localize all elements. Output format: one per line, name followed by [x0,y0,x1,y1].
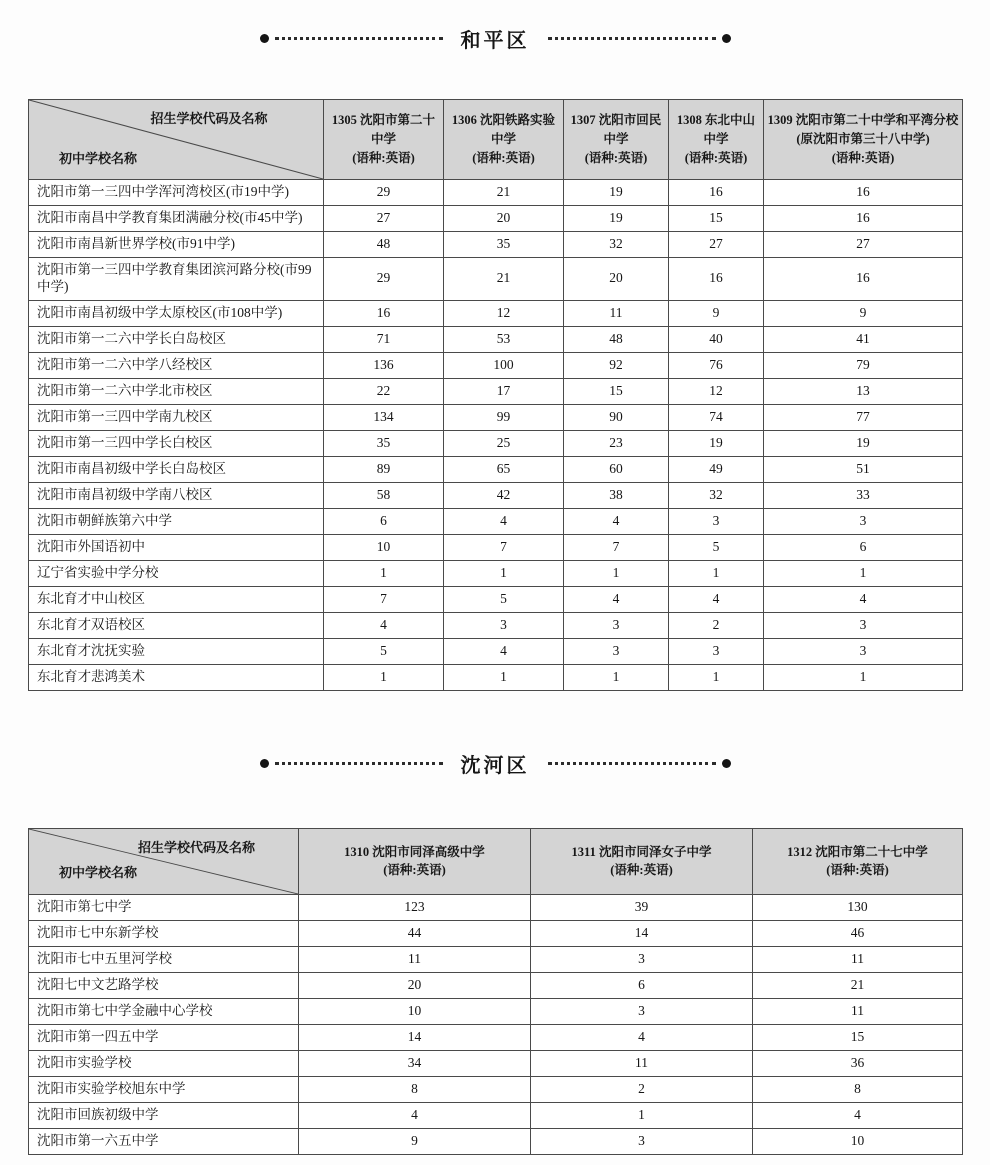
school-name-cell: 沈阳市七中五里河学校 [29,946,299,972]
count-cell: 1 [764,560,963,586]
count-cell: 100 [444,352,564,378]
count-cell: 6 [531,972,753,998]
table-row [29,378,963,404]
school-name-cell: 沈阳市实验学校旭东中学 [29,1076,299,1102]
table-row [29,534,963,560]
school-name-cell: 沈阳市南昌初级中学太原校区(市108中学) [29,300,324,326]
corner-label-top: 招生学校代码及名称 [150,111,268,126]
count-cell: 48 [324,232,444,258]
count-cell: 1 [444,664,564,690]
column-header-line: (语种:英语) [684,150,748,165]
count-cell: 4 [444,638,564,664]
school-name-cell: 沈阳市第七中学 [29,894,299,920]
bullet-dot-right [722,34,731,43]
count-cell: 29 [324,180,444,206]
dotted-line-right [548,37,716,40]
count-cell: 3 [564,612,669,638]
count-cell: 16 [764,206,963,232]
school-name-cell: 沈阳市第七中学金融中心学校 [29,998,299,1024]
column-header [669,100,764,180]
corner-header-cell [29,828,299,894]
table-row [29,1128,963,1154]
count-cell: 4 [753,1102,963,1128]
count-cell: 1 [324,664,444,690]
table-row [29,998,963,1024]
count-cell: 5 [324,638,444,664]
count-cell: 76 [669,352,764,378]
count-cell: 34 [299,1050,531,1076]
school-name-cell: 沈阳市第一四五中学 [29,1024,299,1050]
count-cell: 6 [324,508,444,534]
bullet-dot-right [722,759,731,768]
count-cell: 19 [764,430,963,456]
count-cell: 11 [753,946,963,972]
school-name-cell: 东北育才双语校区 [29,612,324,638]
column-header-line: (原沈阳市第三十八中学) [796,132,930,147]
count-cell: 53 [444,326,564,352]
school-name-cell: 沈阳市第一二六中学长白岛校区 [29,326,324,352]
count-cell: 29 [324,258,444,301]
count-cell: 16 [669,180,764,206]
count-cell: 19 [564,206,669,232]
count-cell: 16 [669,258,764,301]
column-header-line: 1312 沈阳市第二十七中学 [787,844,928,859]
table-row [29,664,963,690]
count-cell: 3 [669,508,764,534]
school-name-cell: 沈阳市第一三四中学南九校区 [29,404,324,430]
column-header-line: (语种:英语) [383,863,446,878]
count-cell: 9 [669,300,764,326]
count-cell: 4 [764,586,963,612]
count-cell: 8 [299,1076,531,1102]
admission-table [28,99,963,691]
column-header-line: (语种:英语) [831,150,895,165]
school-name-cell: 沈阳市第一二六中学北市校区 [29,378,324,404]
count-cell: 3 [531,998,753,1024]
table-row [29,180,963,206]
table-row [29,1076,963,1102]
count-cell: 25 [444,430,564,456]
count-cell: 21 [444,258,564,301]
school-name-cell: 沈阳市南昌初级中学长白岛校区 [29,456,324,482]
count-cell: 48 [564,326,669,352]
count-cell: 2 [669,612,764,638]
count-cell: 1 [444,560,564,586]
count-cell: 21 [444,180,564,206]
school-name-cell: 沈阳市实验学校 [29,1050,299,1076]
count-cell: 44 [299,920,531,946]
count-cell: 33 [764,482,963,508]
count-cell: 1 [564,664,669,690]
count-cell: 3 [444,612,564,638]
count-cell: 19 [564,180,669,206]
district-section [28,24,962,691]
column-header-line: (语种:英语) [826,863,889,878]
count-cell: 11 [531,1050,753,1076]
column-header-line: 1307 沈阳市回民中学 [570,113,662,147]
table-row [29,946,963,972]
count-cell: 99 [444,404,564,430]
count-cell: 3 [764,638,963,664]
count-cell: 15 [564,378,669,404]
count-cell: 51 [764,456,963,482]
count-cell: 5 [444,586,564,612]
count-cell: 77 [764,404,963,430]
school-name-cell: 东北育才悲鸿美术 [29,664,324,690]
count-cell: 16 [324,300,444,326]
table-row [29,232,963,258]
school-name-cell: 辽宁省实验中学分校 [29,560,324,586]
bullet-dot-left [260,34,269,43]
column-header [324,100,444,180]
column-header-line: (语种:英语) [584,150,648,165]
count-cell: 4 [444,508,564,534]
school-name-cell: 东北育才中山校区 [29,586,324,612]
dotted-line-left [275,37,443,40]
count-cell: 42 [444,482,564,508]
school-name-cell: 沈阳市南昌新世界学校(市91中学) [29,232,324,258]
count-cell: 1 [324,560,444,586]
header-row [29,828,963,894]
table-row [29,1024,963,1050]
school-name-cell: 沈阳市南昌初级中学南八校区 [29,482,324,508]
count-cell: 27 [669,232,764,258]
corner-label-bottom: 初中学校名称 [59,150,138,166]
count-cell: 134 [324,404,444,430]
count-cell: 40 [669,326,764,352]
school-name-cell: 沈阳市外国语初中 [29,534,324,560]
table-row [29,560,963,586]
count-cell: 12 [669,378,764,404]
count-cell: 10 [324,534,444,560]
count-cell: 3 [564,638,669,664]
count-cell: 1 [531,1102,753,1128]
corner-header-cell [29,100,324,180]
count-cell: 9 [764,300,963,326]
count-cell: 9 [299,1128,531,1154]
count-cell: 5 [669,534,764,560]
count-cell: 35 [444,232,564,258]
count-cell: 15 [753,1024,963,1050]
count-cell: 3 [531,946,753,972]
column-header-line: 1311 沈阳市同泽女子中学 [571,844,712,859]
count-cell: 16 [764,180,963,206]
count-cell: 7 [444,534,564,560]
school-name-cell: 沈阳七中文艺路学校 [29,972,299,998]
table-row [29,404,963,430]
table-row [29,352,963,378]
count-cell: 79 [764,352,963,378]
count-cell: 20 [444,206,564,232]
count-cell: 4 [564,508,669,534]
count-cell: 38 [564,482,669,508]
count-cell: 4 [564,586,669,612]
section-title: 沈河区 [460,754,530,777]
table-row [29,430,963,456]
count-cell: 13 [764,378,963,404]
count-cell: 3 [669,638,764,664]
column-header-line: 1309 沈阳市第二十中学和平湾分校 [767,113,959,128]
column-header-line: 1308 东北中山中学 [676,113,756,147]
table-row [29,206,963,232]
count-cell: 46 [753,920,963,946]
dotted-line-right [548,762,716,765]
column-header [531,828,753,894]
bullet-dot-left [260,759,269,768]
count-cell: 20 [564,258,669,301]
dotted-line-left [275,762,443,765]
count-cell: 11 [299,946,531,972]
count-cell: 11 [753,998,963,1024]
count-cell: 71 [324,326,444,352]
count-cell: 1 [669,664,764,690]
table-row [29,972,963,998]
table-row [29,894,963,920]
count-cell: 123 [299,894,531,920]
count-cell: 7 [564,534,669,560]
count-cell: 1 [764,664,963,690]
column-header [564,100,669,180]
column-header-line: (语种:英语) [352,150,415,165]
section-title: 和平区 [460,30,530,52]
section-title-row [28,749,962,778]
count-cell: 4 [669,586,764,612]
table-row [29,1050,963,1076]
count-cell: 49 [669,456,764,482]
count-cell: 7 [324,586,444,612]
table-row [29,1102,963,1128]
count-cell: 92 [564,352,669,378]
column-header-line: (语种:英语) [610,863,673,878]
count-cell: 32 [564,232,669,258]
count-cell: 14 [299,1024,531,1050]
table-row [29,586,963,612]
count-cell: 15 [669,206,764,232]
column-header-line: 1310 沈阳市同泽高级中学 [344,844,485,859]
table-row [29,258,963,301]
school-name-cell: 东北育才沈抚实验 [29,638,324,664]
school-name-cell: 沈阳市第一二六中学八经校区 [29,352,324,378]
count-cell: 130 [753,894,963,920]
corner-label-bottom: 初中学校名称 [59,865,138,881]
school-name-cell: 沈阳市第一三四中学浑河湾校区(市19中学) [29,180,324,206]
table-row [29,456,963,482]
column-header-line: 1305 沈阳市第二十中学 [331,113,436,147]
school-name-cell: 沈阳市第一三四中学长白校区 [29,430,324,456]
table-row [29,612,963,638]
table-row [29,326,963,352]
count-cell: 10 [753,1128,963,1154]
count-cell: 21 [753,972,963,998]
school-name-cell: 沈阳市南昌中学教育集团满融分校(市45中学) [29,206,324,232]
count-cell: 11 [564,300,669,326]
count-cell: 3 [764,508,963,534]
count-cell: 12 [444,300,564,326]
count-cell: 136 [324,352,444,378]
count-cell: 65 [444,456,564,482]
column-header [444,100,564,180]
school-name-cell: 沈阳市第一三四中学教育集团滨河路分校(市99中学) [29,258,324,301]
count-cell: 32 [669,482,764,508]
school-name-cell: 沈阳市回族初级中学 [29,1102,299,1128]
count-cell: 19 [669,430,764,456]
count-cell: 36 [753,1050,963,1076]
table-row [29,482,963,508]
column-header-line: (语种:英语) [472,150,535,165]
count-cell: 17 [444,378,564,404]
count-cell: 20 [299,972,531,998]
count-cell: 4 [299,1102,531,1128]
school-name-cell: 沈阳市七中东新学校 [29,920,299,946]
count-cell: 10 [299,998,531,1024]
column-header [753,828,963,894]
count-cell: 8 [753,1076,963,1102]
count-cell: 39 [531,894,753,920]
count-cell: 3 [531,1128,753,1154]
school-name-cell: 沈阳市朝鲜族第六中学 [29,508,324,534]
table-row [29,920,963,946]
count-cell: 74 [669,404,764,430]
count-cell: 1 [564,560,669,586]
count-cell: 41 [764,326,963,352]
count-cell: 35 [324,430,444,456]
count-cell: 27 [764,232,963,258]
count-cell: 89 [324,456,444,482]
column-header-line: 1306 沈阳铁路实验中学 [451,113,556,147]
count-cell: 27 [324,206,444,232]
district-section [28,749,962,1155]
count-cell: 1 [669,560,764,586]
count-cell: 4 [531,1024,753,1050]
count-cell: 22 [324,378,444,404]
count-cell: 90 [564,404,669,430]
school-name-cell: 沈阳市第一六五中学 [29,1128,299,1154]
header-row [29,100,963,180]
table-row [29,638,963,664]
count-cell: 60 [564,456,669,482]
admission-table [28,828,963,1155]
corner-label-top: 招生学校代码及名称 [137,839,255,855]
count-cell: 14 [531,920,753,946]
table-row [29,300,963,326]
column-header [764,100,963,180]
section-title-row [28,24,962,53]
count-cell: 4 [324,612,444,638]
count-cell: 23 [564,430,669,456]
table-row [29,508,963,534]
column-header [299,828,531,894]
count-cell: 3 [764,612,963,638]
count-cell: 16 [764,258,963,301]
count-cell: 2 [531,1076,753,1102]
count-cell: 58 [324,482,444,508]
count-cell: 6 [764,534,963,560]
